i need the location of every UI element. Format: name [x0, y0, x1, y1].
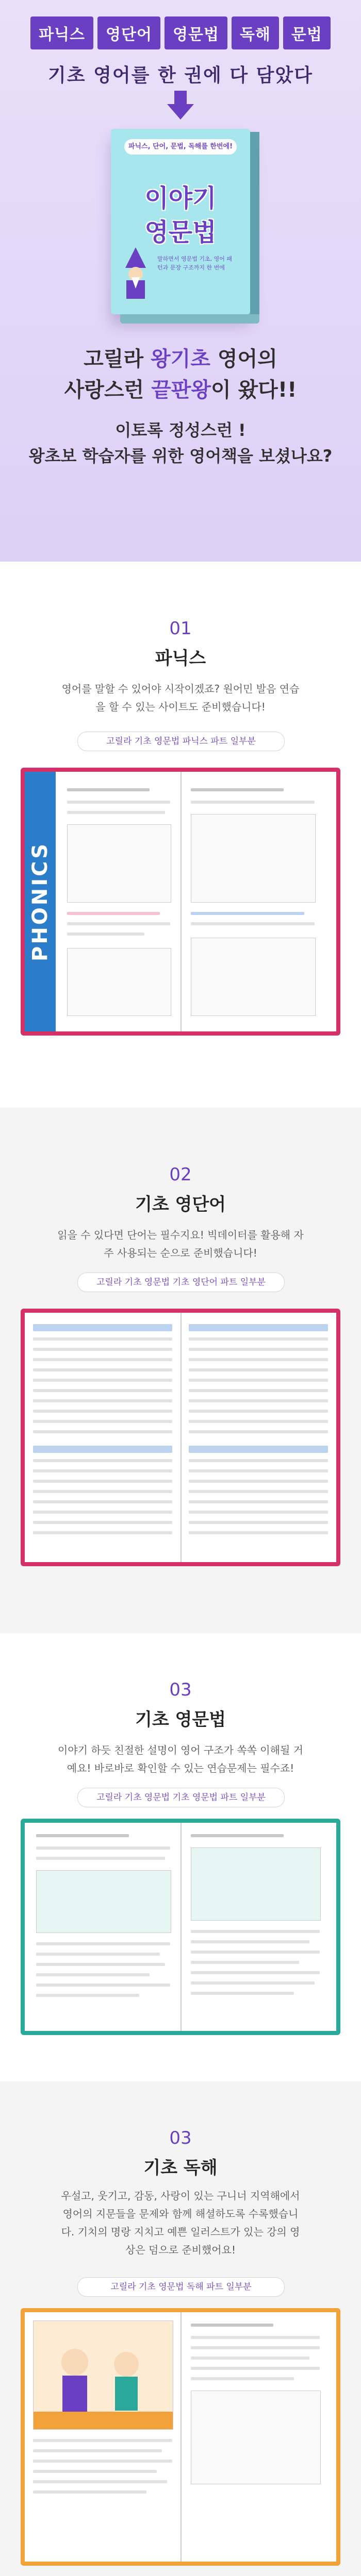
- book-spread-vocabulary: [21, 1309, 340, 1566]
- hero-headline-2: [0, 374, 361, 403]
- table-header: [189, 1446, 328, 1453]
- text-line: [191, 1834, 284, 1837]
- table-row: [189, 1511, 328, 1514]
- example-box: [36, 1870, 171, 1933]
- section-title: 기초 영문법: [135, 1709, 226, 1730]
- illustration-box: [67, 824, 171, 903]
- hero-tagline: 기초 영어를 한 권에 다 담았다: [48, 65, 313, 86]
- hero-headline-1: [0, 343, 361, 372]
- table-box: [191, 814, 316, 903]
- table-row: [189, 1420, 328, 1423]
- hero-headline-2-highlight: 끝판왕: [151, 378, 211, 402]
- book-cover: [111, 129, 250, 314]
- text-line: [67, 811, 165, 814]
- section-vocabulary: [0, 1108, 361, 1633]
- text-line: [191, 2377, 294, 2380]
- table-header: [33, 1324, 172, 1331]
- text-line: [191, 922, 315, 925]
- table-row: [189, 1531, 328, 1534]
- table-row: [33, 1521, 172, 1524]
- book-spread-phonics: [21, 768, 340, 1036]
- text-line: [191, 788, 284, 791]
- text-line: [67, 922, 170, 925]
- table-row: [33, 1368, 172, 1371]
- table-row: [189, 1358, 328, 1361]
- exercise-box: [67, 948, 171, 1016]
- text-line: [36, 1994, 139, 1997]
- table-row: [33, 1337, 172, 1341]
- text-line: [36, 1834, 129, 1837]
- quiz-box: [191, 2391, 321, 2484]
- section-phonics: [0, 562, 361, 1108]
- text-line: [67, 912, 160, 915]
- hero-subline-1: 이토록 정성스런 !: [115, 420, 246, 440]
- tag-grammar-2: 문법: [283, 16, 331, 49]
- table-row: [33, 1500, 172, 1503]
- text-line: [191, 1971, 320, 1974]
- section-description: 읽을 수 있다면 단어는 필수지요! 빅데이터를 활용해 자주 사용되는 순으로 준비했습니다!: [57, 1229, 304, 1259]
- book-title-line1: 이야기: [144, 184, 217, 213]
- section-number: 03: [169, 2128, 192, 2148]
- section-title: 기초 영단어: [135, 1194, 226, 1215]
- text-line: [36, 1846, 170, 1850]
- table-row: [189, 1480, 328, 1483]
- table-row: [33, 1459, 172, 1462]
- exercise-box: [191, 938, 316, 1016]
- table-row: [33, 1410, 172, 1413]
- table-row: [33, 1469, 172, 1472]
- text-line: [191, 1981, 315, 1985]
- section-description: 우설고, 웃기고, 감동, 사랑이 있는 구니너 지역해에서 영어의 지문들을 문제와 함께 해셜하도록 수록했습니다. 기치의 명랑 지치고 예쁜 일러스트가 있는 강의 영상은 덤으로 준비했어요!: [61, 2190, 300, 2256]
- book-blurb: 말하면서 영문법 기초, 영어 패턴과 문장 구조까지 한 번에: [157, 256, 232, 271]
- table-row: [189, 1389, 328, 1392]
- section-reading: [0, 2081, 361, 2576]
- table-row: [189, 1399, 328, 1402]
- down-arrow-icon: [165, 91, 196, 122]
- tag-phonics: 파닉스: [30, 16, 93, 49]
- table-row: [33, 1348, 172, 1351]
- table-row: [189, 1430, 328, 1433]
- hero-headline-2-suffix: 이 왔다!!: [211, 378, 297, 402]
- table-row: [189, 1337, 328, 1341]
- book-banner: 파닉스, 단어, 문법, 독해를 한번에!: [124, 139, 237, 155]
- section-number: 01: [169, 618, 192, 639]
- text-line: [33, 2470, 157, 2473]
- text-line: [191, 2346, 320, 2349]
- text-line: [36, 1984, 170, 1987]
- book-spine: [250, 132, 259, 314]
- tag-reading: 독해: [232, 16, 279, 49]
- example-box: [191, 1848, 321, 1921]
- section-title: 기초 독해: [143, 2158, 218, 2178]
- text-line: [67, 933, 144, 936]
- text-line: [191, 1992, 294, 1995]
- section-number: 02: [169, 1164, 192, 1185]
- book-spread-grammar: [21, 1819, 340, 2035]
- text-line: [191, 2336, 320, 2339]
- table-row: [33, 1420, 172, 1423]
- section-caption: 고릴라 기초 영문법 기초 영단어 파트 일부분: [77, 1273, 285, 1292]
- table-row: [33, 1389, 172, 1392]
- table-row: [189, 1490, 328, 1493]
- text-line: [191, 1951, 320, 1954]
- hero-headline-1-highlight: 왕기초: [151, 347, 210, 371]
- spread-gutter: [180, 2312, 182, 2562]
- text-line: [33, 2439, 172, 2442]
- text-line: [33, 2480, 167, 2483]
- table-row: [33, 1358, 172, 1361]
- text-line: [33, 2449, 162, 2452]
- table-row: [189, 1368, 328, 1371]
- text-line: [191, 1940, 309, 1943]
- text-line: [67, 801, 170, 804]
- text-line: [36, 1963, 165, 1966]
- phonics-side-label: PHONICS: [25, 772, 56, 1031]
- text-line: [191, 1930, 320, 1933]
- story-illustration: [33, 2320, 173, 2430]
- tag-vocabulary: 영단어: [97, 16, 160, 49]
- section-title: 파닉스: [155, 648, 206, 669]
- text-line: [191, 1961, 299, 1964]
- table-row: [33, 1430, 172, 1433]
- table-row: [189, 1500, 328, 1503]
- hero-subline-2: 왕초보 학습자를 위한 영어책을 보셨나요?: [28, 446, 333, 466]
- section-caption: 고릴라 기초 영문법 기초 영문법 파트 일부분: [77, 1788, 285, 1807]
- table-row: [189, 1348, 328, 1351]
- section-description: 이야기 하듯 친절한 설명이 영어 구조가 쏙쏙 이해될 거예요! 바로바로 확인할 수 있는 연습문제는 필수죠!: [58, 1744, 303, 1774]
- text-line: [36, 1973, 150, 1976]
- book-spread-reading: [21, 2308, 340, 2566]
- text-line: [191, 801, 315, 804]
- table-row: [33, 1379, 172, 1382]
- table-row: [189, 1410, 328, 1413]
- table-row: [189, 1379, 328, 1382]
- text-line: [67, 788, 150, 791]
- table-header: [189, 1324, 328, 1331]
- table-row: [33, 1531, 172, 1534]
- table-row: [33, 1480, 172, 1483]
- text-line: [33, 2490, 146, 2494]
- section-number: 03: [169, 1680, 192, 1700]
- spread-gutter: [180, 1313, 182, 1562]
- table-row: [33, 1511, 172, 1514]
- text-line: [191, 2367, 320, 2370]
- section-description: 영어를 말할 수 있어야 시작이겠죠? 원어민 발음 연습을 할 수 있는 사이트도 준비했습니다!: [61, 683, 300, 713]
- table-row: [33, 1399, 172, 1402]
- text-line: [36, 1942, 170, 1945]
- section-grammar: [0, 1633, 361, 2081]
- hero-headline-2-prefix: 사랑스런: [64, 378, 152, 402]
- children-illustration-icon: [34, 2321, 173, 2429]
- table-row: [189, 1521, 328, 1524]
- hero-headline-1-prefix: 고릴라: [84, 347, 151, 371]
- tag-row: [0, 16, 361, 49]
- wizard-illustration-icon: [120, 247, 151, 299]
- spread-gutter: [180, 772, 182, 1031]
- table-row: [189, 1469, 328, 1472]
- text-line: [36, 1953, 160, 1956]
- text-line: [36, 1857, 165, 1860]
- table-header: [33, 1446, 172, 1453]
- text-line: [191, 912, 304, 915]
- text-line: [191, 2357, 309, 2360]
- hero-headline-1-suffix: 영어의: [210, 347, 277, 371]
- hero-banner: [0, 0, 361, 562]
- text-line: [33, 2460, 172, 2463]
- tag-grammar: 영문법: [165, 16, 227, 49]
- section-caption: 고릴라 기초 영문법 독해 파트 일부분: [77, 2277, 285, 2297]
- spread-gutter: [180, 1823, 182, 2031]
- book-title-line2: 영문법: [144, 218, 217, 247]
- table-row: [189, 1459, 328, 1462]
- section-caption: 고릴라 기초 영문법 파닉스 파트 일부분: [77, 732, 285, 751]
- table-row: [33, 1490, 172, 1493]
- text-line: [191, 2324, 273, 2327]
